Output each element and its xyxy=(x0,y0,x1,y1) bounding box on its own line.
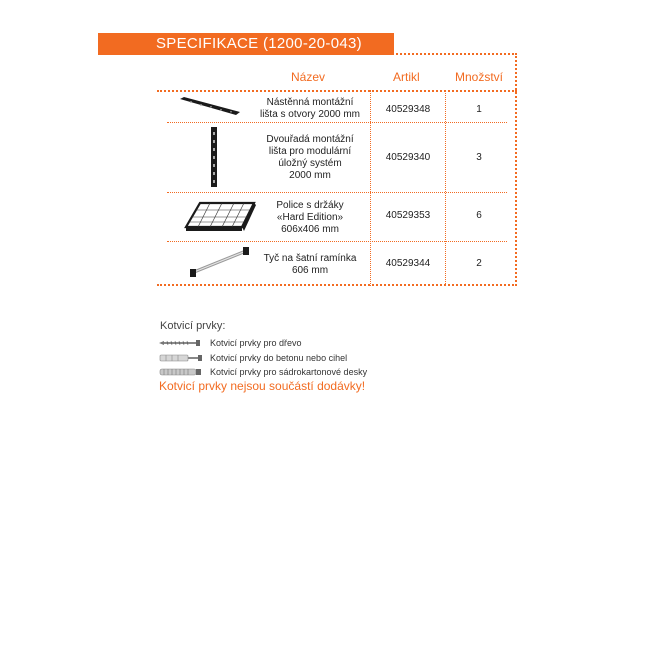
anchor-label-concrete: Kotvicí prvky do betonu nebo cihel xyxy=(210,353,348,363)
item-name-4: Tyč na šatní ramínka 606 mm xyxy=(263,253,357,276)
wall-rail-icon xyxy=(178,96,242,118)
wood-screw-icon xyxy=(158,339,204,347)
column-header-article: Artikl xyxy=(393,70,420,84)
item-quantity-4: 2 xyxy=(476,258,482,269)
header-divider xyxy=(157,90,517,92)
concrete-anchor-icon xyxy=(158,354,204,362)
item-name-2: Dvouřadá montážní lišta pro modulární úložný systém 2000 mm xyxy=(266,134,354,181)
anchors-title: Kotvicí prvky: xyxy=(160,320,226,332)
column-divider-2 xyxy=(445,90,446,286)
anchor-label-drywall: Kotvicí prvky pro sádrokartonové desky xyxy=(210,367,368,377)
column-divider-1 xyxy=(370,90,371,286)
item-quantity-3: 6 xyxy=(476,210,482,221)
item-article-1: 40529348 xyxy=(385,104,431,115)
anchor-label-wood: Kotvicí prvky pro dřevo xyxy=(210,338,302,348)
row-divider-3 xyxy=(167,241,507,242)
double-rail-icon xyxy=(207,126,221,188)
drywall-anchor-icon xyxy=(158,368,204,376)
item-article-2: 40529340 xyxy=(385,152,431,163)
row-divider-1 xyxy=(167,122,507,123)
item-article-3: 40529353 xyxy=(385,210,431,221)
hanger-rod-icon xyxy=(188,245,250,279)
item-article-4: 40529344 xyxy=(385,258,431,269)
row-divider-2 xyxy=(167,192,507,193)
item-quantity-1: 1 xyxy=(476,104,482,115)
spec-title: SPECIFIKACE (1200-20-043) xyxy=(98,33,394,55)
column-header-quantity: Množství xyxy=(455,70,504,84)
item-name-3: Police s držáky «Hard Edition» 606x406 mm xyxy=(276,200,344,235)
shelf-icon xyxy=(182,197,260,235)
item-quantity-2: 3 xyxy=(476,152,482,163)
anchors-not-included-note: Kotvicí prvky nejsou součástí dodávky! xyxy=(159,379,366,393)
item-name-1: Nástěnná montážní lišta s otvory 2000 mm xyxy=(259,97,361,120)
column-header-name: Název xyxy=(291,70,326,84)
